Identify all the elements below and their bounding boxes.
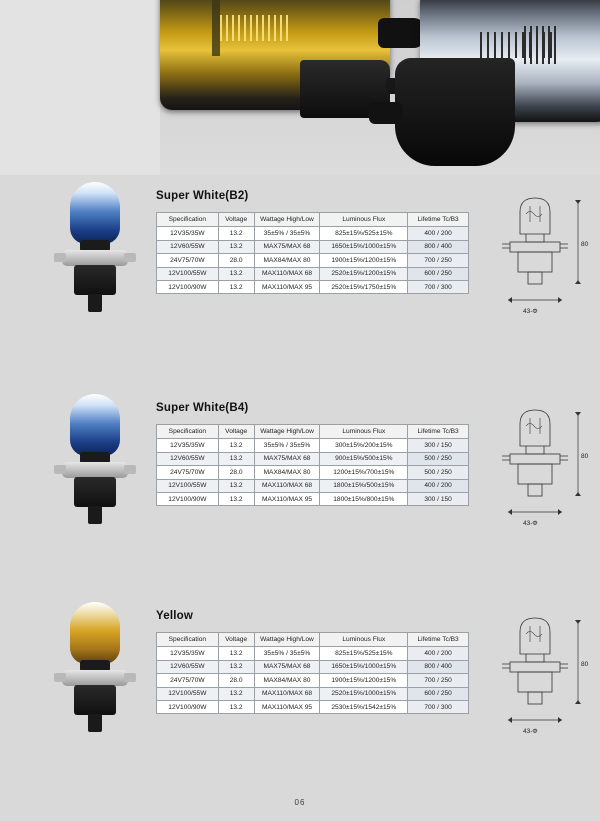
spec-table-b2 xyxy=(156,212,469,294)
cell-lifetime: 400 / 200 xyxy=(408,479,469,492)
cell-lifetime: 300 / 150 xyxy=(408,439,469,452)
cell-specification: 12V100/55W xyxy=(157,687,219,700)
bulb-flange-ring xyxy=(62,250,128,266)
cell-specification: 12V100/55W xyxy=(157,267,219,280)
cell-voltage: 13.2 xyxy=(218,492,254,505)
cell-voltage: 13.2 xyxy=(218,687,254,700)
table-row xyxy=(157,439,469,452)
bulb-stem xyxy=(212,0,220,56)
cell-wattage: 35±5% / 35±5% xyxy=(254,439,320,452)
cell-specification: 12V100/90W xyxy=(157,280,219,293)
bulb-coil-secondary xyxy=(524,26,558,64)
bulb-base-body xyxy=(74,685,116,715)
cell-lifetime: 700 / 300 xyxy=(408,280,469,293)
cell-luminous-flux: 2520±15%/1200±15% xyxy=(320,267,408,280)
cell-wattage: MAX84/MAX 80 xyxy=(254,466,320,479)
cell-wattage: 35±5% / 35±5% xyxy=(254,647,320,660)
bulb-connector-pin xyxy=(88,294,102,312)
cell-specification: 12V60/55W xyxy=(157,452,219,465)
table-row xyxy=(157,687,469,700)
table-row xyxy=(157,240,469,253)
cell-wattage: MAX84/MAX 80 xyxy=(254,254,320,267)
dim-diameter: 43-Φ xyxy=(523,728,538,735)
cell-specification: 24V75/70W xyxy=(157,466,219,479)
cell-specification: 24V75/70W xyxy=(157,254,219,267)
cell-specification: 12V100/55W xyxy=(157,479,219,492)
cell-luminous-flux: 825±15%/525±15% xyxy=(320,647,408,660)
cell-luminous-flux: 1900±15%/1200±15% xyxy=(320,254,408,267)
section-title: Yellow xyxy=(156,610,193,622)
bulb-glass xyxy=(70,394,120,456)
cell-specification: 12V35/35W xyxy=(157,647,219,660)
cell-wattage: MAX75/MAX 68 xyxy=(254,240,320,253)
col-luminous-flux: Luminous Flux xyxy=(320,425,408,439)
cell-wattage: MAX110/MAX 68 xyxy=(254,479,320,492)
spec-table-b4 xyxy=(156,424,469,506)
technical-drawing-b2 xyxy=(490,184,590,324)
cell-wattage: MAX84/MAX 80 xyxy=(254,674,320,687)
cell-voltage: 13.2 xyxy=(218,267,254,280)
col-wattage: Wattage High/Low xyxy=(254,425,320,439)
cell-wattage: MAX75/MAX 68 xyxy=(254,660,320,673)
cell-voltage: 13.2 xyxy=(218,280,254,293)
bulb-glass xyxy=(70,182,120,244)
cell-wattage: MAX75/MAX 68 xyxy=(254,452,320,465)
clear-bulb-base-tab xyxy=(369,102,403,124)
cell-voltage: 28.0 xyxy=(218,674,254,687)
col-specification: Specification xyxy=(157,213,219,227)
cell-wattage: MAX110/MAX 68 xyxy=(254,687,320,700)
dim-diameter: 43-Φ xyxy=(523,520,538,527)
cell-voltage: 13.2 xyxy=(218,479,254,492)
bulb-connector-pin xyxy=(88,506,102,524)
cell-lifetime: 400 / 200 xyxy=(408,647,469,660)
col-voltage: Voltage xyxy=(218,633,254,647)
photo-left-margin xyxy=(0,0,160,175)
cell-lifetime: 600 / 250 xyxy=(408,687,469,700)
bulb-illustration-b4 xyxy=(48,392,143,532)
cell-lifetime: 400 / 200 xyxy=(408,227,469,240)
table-row xyxy=(157,227,469,240)
table-row xyxy=(157,660,469,673)
cell-wattage: MAX110/MAX 68 xyxy=(254,267,320,280)
spec-table-yellow xyxy=(156,632,469,714)
bulb-illustration-yellow xyxy=(48,600,143,740)
cell-luminous-flux: 900±15%/500±15% xyxy=(320,452,408,465)
cell-luminous-flux: 825±15%/525±15% xyxy=(320,227,408,240)
cell-luminous-flux: 2520±15%/1750±15% xyxy=(320,280,408,293)
cell-lifetime: 700 / 250 xyxy=(408,254,469,267)
cell-lifetime: 600 / 250 xyxy=(408,267,469,280)
cell-lifetime: 500 / 250 xyxy=(408,452,469,465)
table-header-row xyxy=(157,213,469,227)
cell-luminous-flux: 1800±15%/800±15% xyxy=(320,492,408,505)
cell-specification: 12V100/90W xyxy=(157,492,219,505)
cell-wattage: MAX110/MAX 95 xyxy=(254,700,320,713)
col-lifetime: Lifetime Tc/B3 xyxy=(408,425,469,439)
cell-luminous-flux: 2520±15%/1000±15% xyxy=(320,687,408,700)
col-luminous-flux: Luminous Flux xyxy=(320,213,408,227)
section-title: Super White(B2) xyxy=(156,190,249,202)
cell-specification: 12V60/55W xyxy=(157,660,219,673)
table-header-row xyxy=(157,633,469,647)
table-row xyxy=(157,674,469,687)
cell-voltage: 13.2 xyxy=(218,452,254,465)
col-specification: Specification xyxy=(157,425,219,439)
cell-luminous-flux: 1800±15%/500±15% xyxy=(320,479,408,492)
col-wattage: Wattage High/Low xyxy=(254,213,320,227)
cell-voltage: 13.2 xyxy=(218,240,254,253)
cell-luminous-flux: 1650±15%/1000±15% xyxy=(320,240,408,253)
table-row xyxy=(157,700,469,713)
bulb-connector-pin xyxy=(88,714,102,732)
cell-lifetime: 800 / 400 xyxy=(408,660,469,673)
cell-specification: 12V35/35W xyxy=(157,439,219,452)
cell-lifetime: 700 / 300 xyxy=(408,700,469,713)
col-voltage: Voltage xyxy=(218,213,254,227)
dim-height: 80 xyxy=(581,661,589,668)
cell-voltage: 13.2 xyxy=(218,700,254,713)
bulb-base-body xyxy=(74,265,116,295)
bulb-illustration-b2 xyxy=(48,180,143,320)
table-row xyxy=(157,492,469,505)
cell-voltage: 13.2 xyxy=(218,227,254,240)
cell-lifetime: 700 / 250 xyxy=(408,674,469,687)
table-header-row xyxy=(157,425,469,439)
cell-luminous-flux: 1650±15%/1000±15% xyxy=(320,660,408,673)
cell-specification: 12V100/90W xyxy=(157,700,219,713)
cell-specification: 12V60/55W xyxy=(157,240,219,253)
cell-voltage: 13.2 xyxy=(218,647,254,660)
cell-voltage: 13.2 xyxy=(218,660,254,673)
cell-luminous-flux: 300±15%/200±15% xyxy=(320,439,408,452)
bulb-flange-ring xyxy=(62,462,128,478)
cell-wattage: MAX110/MAX 95 xyxy=(254,280,320,293)
cell-lifetime: 800 / 400 xyxy=(408,240,469,253)
cell-wattage: MAX110/MAX 95 xyxy=(254,492,320,505)
cell-specification: 24V75/70W xyxy=(157,674,219,687)
table-row xyxy=(157,479,469,492)
table-row xyxy=(157,280,469,293)
table-row xyxy=(157,452,469,465)
cell-lifetime: 500 / 250 xyxy=(408,466,469,479)
col-voltage: Voltage xyxy=(218,425,254,439)
col-specification: Specification xyxy=(157,633,219,647)
col-wattage: Wattage High/Low xyxy=(254,633,320,647)
table-row xyxy=(157,647,469,660)
table-row xyxy=(157,267,469,280)
cell-voltage: 28.0 xyxy=(218,466,254,479)
bulb-base-body xyxy=(74,477,116,507)
cell-specification: 12V35/35W xyxy=(157,227,219,240)
bulb-glass xyxy=(70,602,120,664)
cell-voltage: 28.0 xyxy=(218,254,254,267)
cell-voltage: 13.2 xyxy=(218,439,254,452)
dim-height: 80 xyxy=(581,453,589,460)
cell-luminous-flux: 2530±15%/1542±15% xyxy=(320,700,408,713)
table-row xyxy=(157,254,469,267)
product-photo-band xyxy=(0,0,600,175)
section-title: Super White(B4) xyxy=(156,402,249,414)
page-number: 06 xyxy=(294,798,306,807)
cell-luminous-flux: 1900±15%/1200±15% xyxy=(320,674,408,687)
dim-diameter: 43-Φ xyxy=(523,308,538,315)
clear-bulb-base xyxy=(395,58,515,166)
bulb-flange-ring xyxy=(62,670,128,686)
dim-height: 80 xyxy=(581,241,589,248)
col-lifetime: Lifetime Tc/B3 xyxy=(408,213,469,227)
col-lifetime: Lifetime Tc/B3 xyxy=(408,633,469,647)
technical-drawing-yellow xyxy=(490,604,590,744)
cell-wattage: 35±5% / 35±5% xyxy=(254,227,320,240)
col-luminous-flux: Luminous Flux xyxy=(320,633,408,647)
cell-luminous-flux: 1200±15%/700±15% xyxy=(320,466,408,479)
table-row xyxy=(157,466,469,479)
bulb-filament xyxy=(220,15,290,41)
technical-drawing-b4 xyxy=(490,396,590,536)
cell-lifetime: 300 / 150 xyxy=(408,492,469,505)
